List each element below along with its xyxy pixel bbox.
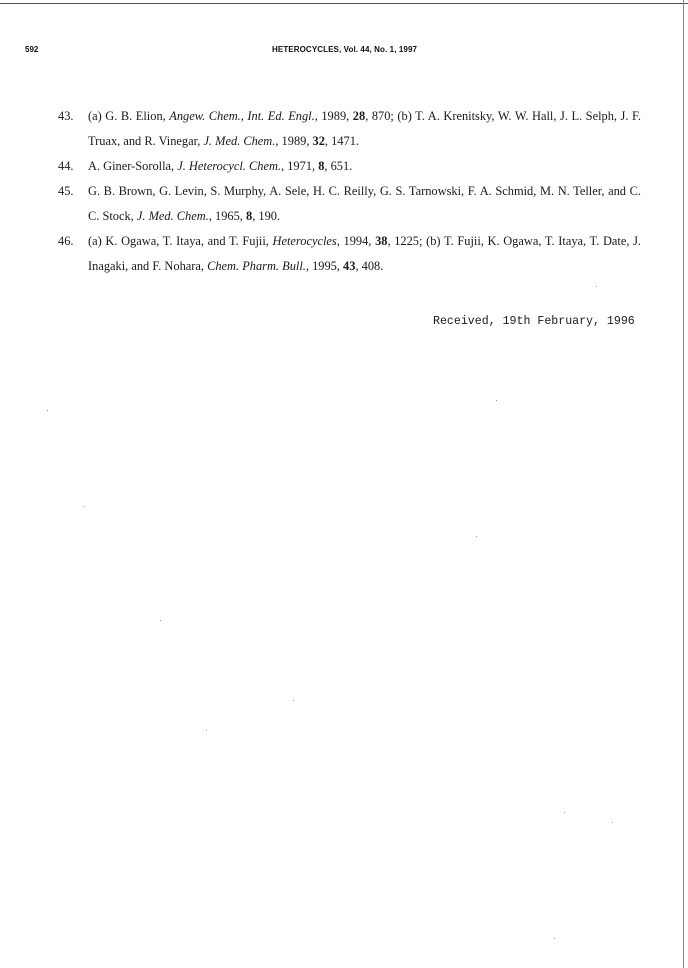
running-head: HETEROCYCLES, Vol. 44, No. 1, 1997 (272, 45, 418, 54)
reference-item (0, 229, 688, 279)
scan-speck (496, 400, 497, 401)
journal-title: Chem. Pharm. Bull. (207, 259, 306, 273)
received-date: Received, 19th February, 1996 (433, 315, 635, 328)
reference-segment: G. B. Brown, G. Levin, S. Murphy, A. Sele, H. C. Reilly, G. S. Tarnowski, F. A. Schmid, M. N. Teller, and C. C. Stock, (88, 184, 641, 223)
reference-text (88, 104, 641, 154)
journal-title: J. Med. Chem. (203, 134, 276, 148)
journal-title: J. Med. Chem. (136, 209, 209, 223)
reference-segment: , 1994, (336, 234, 376, 248)
reference-item (0, 104, 688, 154)
reference-segment: , 1471. (324, 134, 359, 148)
reference-segment: , 1971, (281, 159, 319, 173)
reference-segment: , 1225; (b) T. Fujii, K. Ogawa, T. Itaya, T. Date, J. Inagaki, and F. Nohara, (88, 234, 642, 273)
reference-segment: (a) K. Ogawa, T. Itaya, and T. Fujii, (88, 234, 273, 248)
volume-number: 8 (245, 209, 253, 223)
reference-segment: A. Giner-Sorolla, (88, 159, 178, 173)
page-number: 592 (25, 45, 39, 54)
scan-speck (160, 620, 161, 621)
scan-speck (612, 822, 613, 823)
reference-item (0, 154, 688, 179)
reference-text (88, 229, 641, 279)
reference-segment: (a) G. B. Elion, (88, 109, 170, 123)
reference-item (0, 179, 688, 229)
reference-text (88, 154, 641, 179)
scan-speck (596, 286, 597, 287)
reference-text (88, 179, 641, 229)
reference-number: 46. (58, 234, 74, 248)
volume-number: 32 (312, 134, 325, 148)
reference-list (0, 104, 688, 279)
journal-title: Angew. Chem., Int. Ed. Engl. (169, 109, 315, 123)
reference-segment: , 190. (252, 209, 281, 223)
volume-number: 28 (352, 109, 366, 123)
journal-title: J. Heterocycl. Chem. (177, 159, 282, 173)
reference-number: 45. (58, 184, 74, 198)
reference-segment: , 1989, (275, 134, 313, 148)
reference-number: 44. (58, 159, 74, 173)
volume-number: 8 (318, 159, 325, 173)
volume-number: 43 (343, 259, 356, 273)
reference-segment: , 1995, (305, 259, 344, 273)
reference-segment: , 870; (b) T. A. Krenitsky, W. W. Hall, J. L. Selph, J. F. Truax, and R. Vinegar, (88, 109, 642, 148)
reference-segment: , 1989, (314, 109, 353, 123)
page-header (0, 45, 688, 57)
scan-speck (206, 730, 207, 731)
top-edge-rule (0, 3, 688, 4)
journal-title: Heterocycles (272, 234, 337, 248)
volume-number: 38 (375, 234, 388, 248)
scan-speck (293, 700, 294, 701)
reference-segment: , 408. (355, 259, 384, 273)
scan-speck (84, 506, 85, 507)
scan-speck (564, 812, 565, 813)
scan-speck (554, 938, 555, 939)
reference-segment: , 1965, (208, 209, 246, 223)
reference-segment: , 651. (324, 159, 353, 173)
scan-speck (476, 536, 477, 537)
reference-number: 43. (58, 109, 74, 123)
scan-speck (47, 410, 48, 411)
